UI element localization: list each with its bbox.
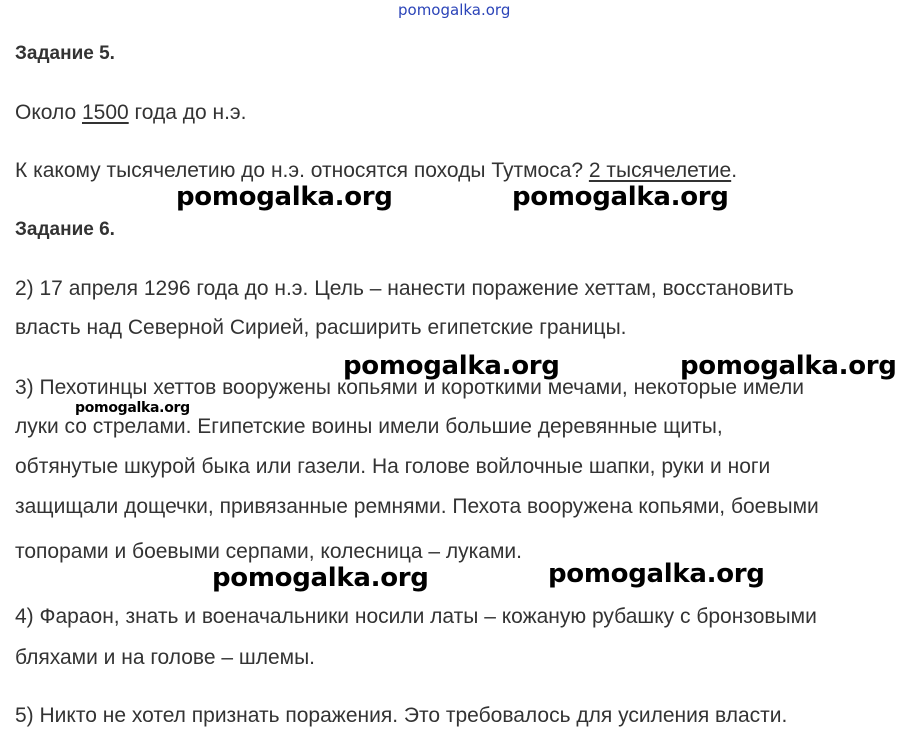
watermark-overlay: pomogalka.org bbox=[75, 400, 190, 416]
task5-line1 bbox=[15, 102, 246, 123]
watermark-overlay: pomogalka.org bbox=[212, 563, 429, 593]
watermark-overlay: pomogalka.org bbox=[548, 559, 765, 589]
task6-line: бляхами и на голове – шлемы. bbox=[15, 646, 316, 669]
task5-line1-pre: Около bbox=[15, 101, 82, 124]
task5-line2-post: . bbox=[731, 159, 738, 182]
task6-line: топорами и боевыми серпами, колесница – луками. bbox=[15, 540, 522, 563]
task5-line1-post: года до н.э. bbox=[128, 101, 247, 124]
task6-heading: Задание 6. bbox=[15, 219, 115, 240]
task5-line2-pre: К какому тысячелетию до н.э. относятся походы Тутмоса? bbox=[15, 159, 589, 182]
watermark-overlay: pomogalka.org bbox=[176, 182, 393, 212]
watermark-top: pomogalka.org bbox=[398, 1, 511, 19]
task6-line: 3) Пехотинцы хеттов вооружены копьями и короткими мечами, некоторые имели bbox=[15, 376, 804, 399]
task6-line: 2) 17 апреля 1296 года до н.э. Цель – нанести поражение хеттам, восстановить bbox=[15, 277, 794, 300]
watermark-overlay: pomogalka.org bbox=[343, 351, 560, 381]
task5-heading: Задание 5. bbox=[15, 43, 115, 64]
watermark-overlay: pomogalka.org bbox=[512, 182, 729, 212]
task6-line: обтянутые шкурой быка или газели. На голове войлочные шапки, руки и ноги bbox=[15, 455, 771, 478]
task6-line: власть над Северной Сирией, расширить египетские границы. bbox=[15, 316, 627, 339]
task5-answer-millennium: 2 тысячелетие bbox=[588, 159, 732, 182]
task5-answer-year: 1500 bbox=[81, 101, 129, 124]
task6-line: 4) Фараон, знать и военачальники носили латы – кожаную рубашку с бронзовыми bbox=[15, 605, 817, 628]
task6-line: 5) Никто не хотел признать поражения. Это требовалось для усиления власти. bbox=[15, 704, 788, 727]
task6-line: луки со стрелами. Египетские воины имели большие деревянные щиты, bbox=[15, 415, 723, 438]
task5-line2 bbox=[15, 160, 737, 181]
task6-line: защищали дощечки, привязанные ремнями. Пехота вооружена копьями, боевыми bbox=[15, 495, 819, 518]
watermark-overlay: pomogalka.org bbox=[680, 351, 897, 381]
